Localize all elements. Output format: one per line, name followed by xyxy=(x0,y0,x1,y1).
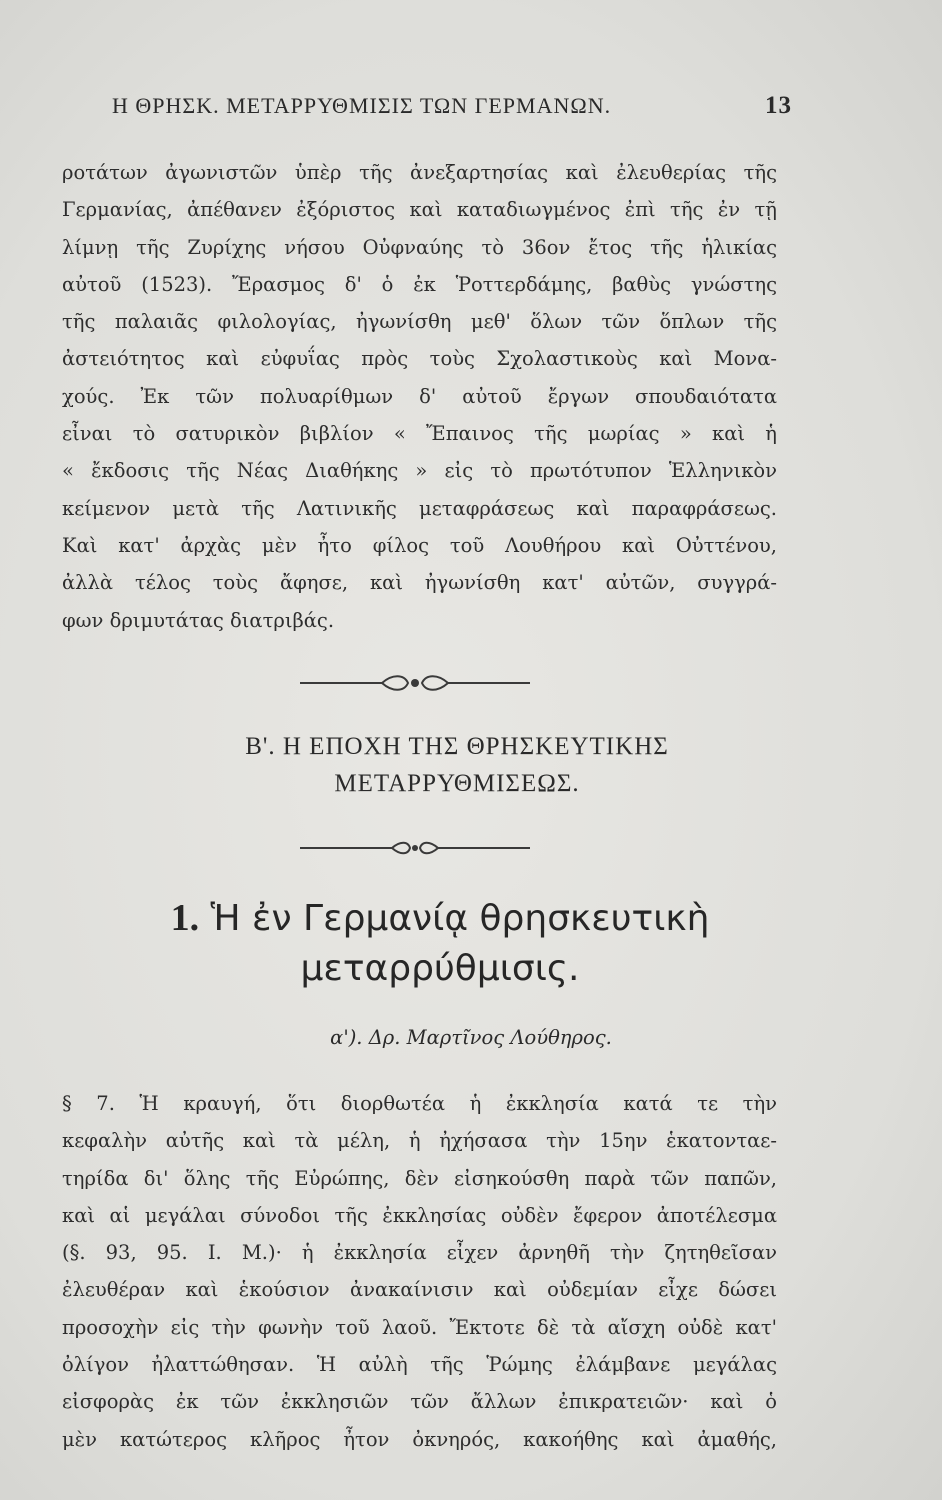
text-line: § 7. Ἡ κραυγή, ὅτι διορθωτέα ἡ ἐκκλησία κατά τε τὴν xyxy=(62,1092,777,1115)
text-line: ὀλίγον ἠλαττώθησαν. Ἡ αὐλὴ τῆς Ῥώμης ἐλάμβανε μεγάλας xyxy=(62,1353,777,1377)
text-line: φων δριμυτάτας διατριβάς. xyxy=(62,608,335,632)
text-line: ροτάτων ἀγωνιστῶν ὑπὲρ τῆς ἀνεξαρτησίας καὶ ἐλευθερίας τῆς xyxy=(62,161,777,184)
text-line: τῆς παλαιᾶς φιλολογίας, ἠγωνίσθη μεθ' ὅλων τῶν ὅπλων τῆς xyxy=(62,310,777,334)
page-number: 13 xyxy=(765,92,792,119)
chapter-number: 1. xyxy=(170,897,200,939)
text-line: χούς. Ἐκ τῶν πολυαρίθμων δ' αὐτοῦ ἔργων σπουδαιότατα xyxy=(62,384,777,408)
text-line: ἀλλὰ τέλος τοὺς ἄφησε, καὶ ἠγωνίσθη κατ' αὐτῶν, συγγρά- xyxy=(62,571,777,595)
running-head xyxy=(112,92,792,120)
text-line: λίμνῃ τῆς Ζυρίχης νήσου Οὐφναύης τὸ 36ον ἔτος τῆς ἡλικίας xyxy=(62,235,777,259)
text-line: « ἔκδοσις τῆς Νέας Διαθήκης » εἰς τὸ πρωτότυπον Ἑλληνικὸν xyxy=(62,459,777,483)
paragraph-1 xyxy=(62,154,777,639)
chapter-title-text: Ἡ ἐν Γερμανίᾳ θρησκευτικὴ xyxy=(210,898,710,939)
ornamental-divider xyxy=(300,837,530,859)
text-line: ἀστειότητος καὶ εὐφυΐας πρὸς τοὺς Σχολαστικοὺς καὶ Μονα- xyxy=(62,347,777,371)
chapter-title-line1 xyxy=(130,893,750,944)
section-heading xyxy=(112,728,802,802)
text-line: εἶναι τὸ σατυρικὸν βιβλίον « Ἔπαινος τῆς μωρίας » καὶ ἡ xyxy=(62,422,777,446)
paragraph-2 xyxy=(62,1085,777,1458)
text-line: κείμενον μετὰ τῆς Λατινικῆς μεταφράσεως καὶ παραφράσεως. xyxy=(62,496,777,520)
text-line: καὶ αἱ μεγάλαι σύνοδοι τῆς ἐκκλησίας οὐδὲν ἔφερον ἀποτέλεσμα xyxy=(62,1203,777,1227)
text-line: Γερμανίας, ἀπέθανεν ἐξόριστος καὶ καταδιωγμένος ἐπὶ τῆς ἐν τῇ xyxy=(62,198,777,222)
text-line: προσοχὴν εἰς τὴν φωνὴν τοῦ λαοῦ. Ἔκτοτε δὲ τὰ αἴσχη οὐδὲ κατ' xyxy=(62,1315,777,1339)
section-heading-line: Β'. Η ΕΠΟΧΗ ΤΗΣ ΘΡΗΣΚΕΥΤΙΚΗΣ xyxy=(245,733,669,760)
section-heading-line: ΜΕΤΑΡΡΥΘΜΙΣΕΩΣ. xyxy=(334,770,580,797)
text-line: Καὶ κατ' ἀρχὰς μὲν ἦτο φίλος τοῦ Λουθήρου καὶ Οὐττένου, xyxy=(62,533,777,557)
text-line: εἰσφορὰς ἐκ τῶν ἐκκλησιῶν τῶν ἄλλων ἐπικρατειῶν· καὶ ὁ xyxy=(62,1390,777,1414)
ornamental-divider xyxy=(300,672,530,694)
text-line: μὲν κατώτερος κλῆρος ἦτον ὀκνηρός, κακοήθης καὶ ἀμαθής, xyxy=(62,1427,777,1451)
text-line: κεφαλὴν αὐτῆς καὶ τὰ μέλη, ἡ ἠχήσασα τὴν 15ην ἑκατονταε- xyxy=(62,1129,777,1153)
running-head-title: Η ΘΡΗΣΚ. ΜΕΤΑΡΡΥΘΜΙΣΙΣ ΤΩΝ ΓΕΡΜΑΝΩΝ. xyxy=(112,93,612,118)
text-line: τηρίδα δι' ὅλης τῆς Εὐρώπης, δὲν εἰσηκούσθη παρὰ τῶν παπῶν, xyxy=(62,1166,777,1190)
subheading: α'). Δρ. Μαρτῖνος Λούθηρος. xyxy=(330,1026,612,1049)
chapter-title xyxy=(130,893,750,994)
text-line: (§. 93, 95. Ι. Μ.)· ἡ ἐκκλησία εἶχεν ἀρνηθῆ τὴν ζητηθεῖσαν xyxy=(62,1241,777,1265)
text-line: ἐλευθέραν καὶ ἑκούσιον ἀνακαίνισιν καὶ οὐδεμίαν εἶχε δώσει xyxy=(62,1278,777,1302)
chapter-title-line2: μεταρρύθμισις. xyxy=(300,948,580,989)
text-line: αὐτοῦ (1523). Ἔρασμος δ' ὁ ἐκ Ῥοττερδάμης, βαθὺς γνώστης xyxy=(62,272,777,296)
